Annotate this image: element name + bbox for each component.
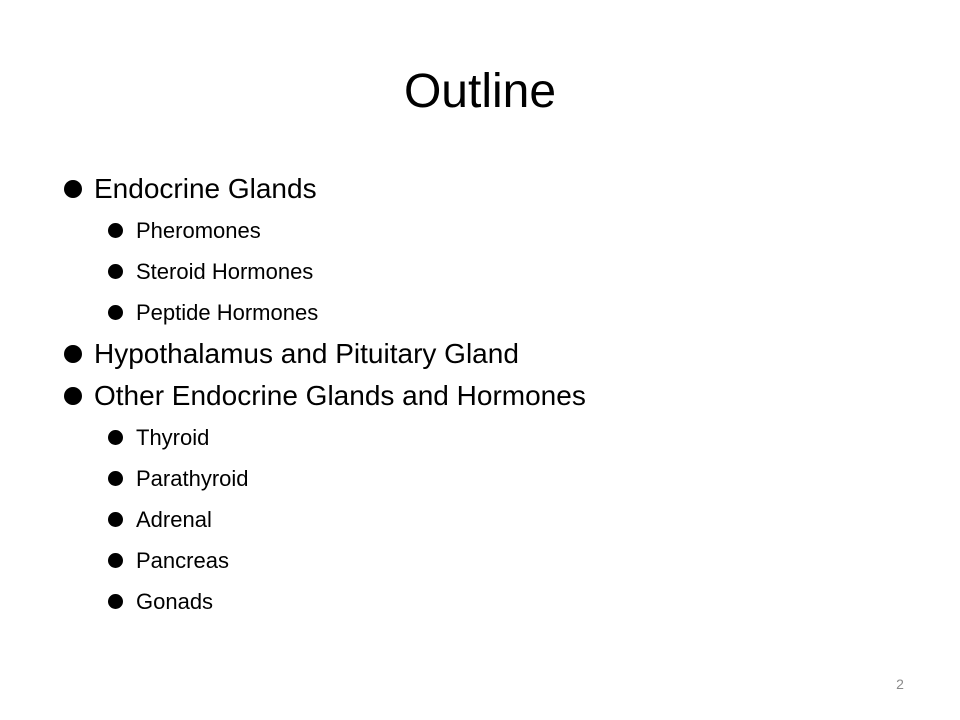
bullet-icon [64, 345, 82, 363]
outline-subitem-label: Gonads [136, 588, 214, 614]
bullet-icon [108, 471, 123, 486]
outline-subitem-thyroid [64, 417, 884, 458]
bullet-icon [108, 223, 123, 238]
outline-subitem-label: Pancreas [136, 547, 229, 573]
outline-subitem-steroid-hormones [64, 251, 884, 292]
bullet-icon [64, 387, 82, 405]
outline-subitem-label: Peptide Hormones [136, 299, 319, 325]
outline-subitem-label: Steroid Hormones [136, 258, 314, 284]
bullet-icon [108, 430, 123, 445]
slide-title: Outline [403, 65, 557, 118]
outline-item-other-endocrine [64, 375, 884, 417]
bullet-icon [108, 594, 123, 609]
outline-subitem-parathyroid [64, 458, 884, 499]
outline-item-endocrine-glands [64, 168, 884, 210]
outline-item-hypothalamus-pituitary [64, 333, 884, 375]
outline-item-label: Hypothalamus and Pituitary Gland [94, 338, 519, 369]
bullet-icon [108, 512, 123, 527]
outline-subitem-label: Thyroid [136, 424, 210, 450]
bullet-icon [108, 264, 123, 279]
outline-subitem-pancreas [64, 540, 884, 581]
outline-subitem-adrenal [64, 499, 884, 540]
bullet-icon [64, 180, 82, 198]
outline-subitem-pheromones [64, 210, 884, 251]
bullet-icon [108, 553, 123, 568]
page-number: 2 [896, 676, 904, 692]
outline-subitem-label: Adrenal [136, 506, 212, 532]
outline-subitem-label: Pheromones [136, 217, 261, 243]
outline-subitem-gonads [64, 581, 884, 622]
outline-item-label: Endocrine Glands [94, 173, 317, 204]
outline-subitem-peptide-hormones [64, 292, 884, 333]
bullet-icon [108, 305, 123, 320]
outline-list [64, 168, 884, 622]
outline-subitem-label: Parathyroid [136, 465, 249, 491]
outline-item-label: Other Endocrine Glands and Hormones [94, 380, 586, 411]
